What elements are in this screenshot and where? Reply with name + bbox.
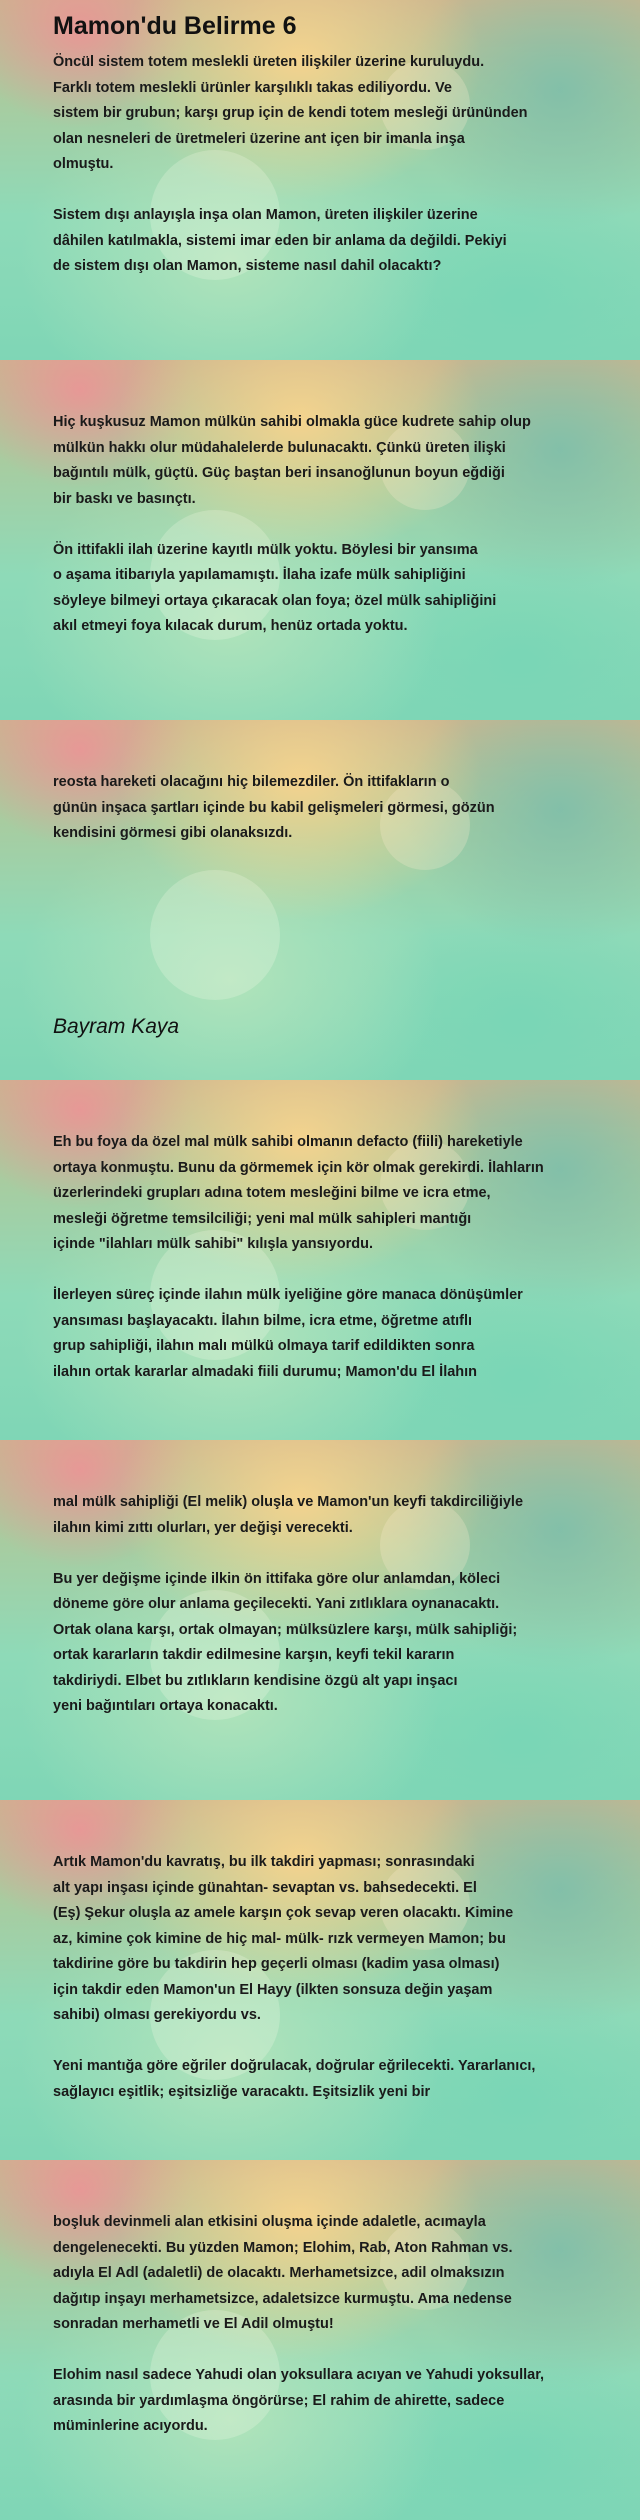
paragraph: Bu yer değişme içinde ilkin ön ittifaka göre olur anlamdan, köleci döneme göre olur anlama geçilecekti. Yani zıtlıklara oynanacaktı. Ortak olana karşı, ortak olmayan; mülksüzlere karşı, mülk sahipliği; ortak kararların takdir edilmesine karşın, keyfi tekil kararın takdiriydi. Elbet bu zıtlıkların kendisine özgü alt yapı inşacı yeni bağıntıları ortaya konacaktı. [53, 1570, 518, 1714]
paragraph: Eh bu foya da özel mal mülk sahibi olmanın defacto (fiili) hareketiyle ortaya konmuştu. Bunu da görmemek için kör olmak gerekirdi. İlahların üzerlerindeki grupları adına totem mesleğini bilme ve icra etme, mesleği öğretme temsilciliği; yeni mal mülk sahipleri mantığı içinde "ilahları mülk sahibi" kılışla yansıyordu. [53, 1134, 544, 1252]
text-panel-4 [0, 1080, 640, 1440]
paragraph: boşluk devinmeli alan etkisini oluşma içinde adaletle, acımayla dengelenecekti. Bu yüzden Mamon; Elohim, Rab, Aton Rahman vs. adıyla El Adl (adaletli) de olacaktı. Merhametsizce, adil olmaksızın dağıtıp inşayı merhametsizce, adaletsizce kurmuştu. Ama nedense sonradan merhametli ve El Adil olmuştu! [53, 2214, 513, 2332]
text-panel-7 [0, 2160, 640, 2520]
paragraph: Artık Mamon'du kavratış, bu ilk takdiri yapması; sonrasındaki alt yapı inşası içinde günahtan- sevaptan vs. bahsedecekti. El (Eş) Şekur oluşla az amele karşın çok sevap veren olacaktı. Kimine az, kimine çok kimine de hiç mal- mülk- rızk vermeyen Mamon; bu takdirine göre bu takdirin hep geçerli olması (kadim yasa olması) için takdir eden Mamon'un El Hayy (ilkten sonsuza değin yaşam sahibi) olması gerekiyordu vs. [53, 1854, 514, 2023]
text-panel-5 [0, 1440, 640, 1800]
paragraph: Yeni mantığa göre eğriler doğrulacak, doğrular eğrilecekti. Yararlanıcı, sağlayıcı eşitlik; eşitsizliğe varacaktı. Eşitsizlik yeni bir [53, 2058, 536, 2100]
paragraph: Elohim nasıl sadece Yahudi olan yoksullara acıyan ve Yahudi yoksullar, arasında bir yardımlaşma öngörürse; El rahim de ahirette, sadece müminlerine acıyordu. [53, 2367, 545, 2434]
poem-title: Mamon'du Belirme 6 [53, 12, 297, 40]
paragraph: İlerleyen süreç içinde ilahın mülk iyeliğine göre manaca dönüşümler yansıması başlayacaktı. İlahın bilme, icra etme, öğretme atıflı grup sahipliği, ilahın malı mülkü olmaya tarif edildikten sonra ilahın ortak kararlar almadaki fiili durumu; Mamon'du El İlahın [53, 1287, 523, 1380]
panel-text [53, 770, 613, 847]
text-panel-6 [0, 1800, 640, 2160]
paragraph: Hiç kuşkusuz Mamon mülkün sahibi olmakla güce kudrete sahip olup mülkün hakkı olur müdahalelerde bulunacaktı. Çünkü üreten ilişki bağıntılı mülk, güçtü. Güç baştan beri insanoğlunun boyun eğdiği bir baskı ve basınçtı. [53, 414, 531, 507]
paragraph: mal mülk sahipliği (El melik) oluşla ve Mamon'un keyfi takdirciliğiyle ilahın kimi zıttı olurları, yer değişi verecekti. [53, 1494, 524, 1536]
paragraph: reosta hareketi olacağını hiç bilemezdiler. Ön ittifakların o günün inşaca şartları içinde bu kabil gelişmeleri görmesi, gözün kendisini görmesi gibi olanaksızdı. [53, 774, 495, 841]
paragraph: Öncül sistem totem meslekli üreten ilişkiler üzerine kuruluydu. Farklı totem meslekli ürünler karşılıklı takas ediliyordu. Ve sistem bir grubun; karşı grup için de kendi totem mesleği ürününden olan nesneleri de üretmeleri üzerine ant içen bir imanla inşa olmuştu. [53, 54, 528, 172]
panel-text [53, 1850, 613, 2105]
paragraph: Ön ittifakli ilah üzerine kayıtlı mülk yoktu. Böylesi bir yansıma o aşama itibarıyla yapılamamıştı. İlaha izafe mülk sahipliğini söyleye bilmeyi ortaya çıkaracak olan foya; özel mülk sahipliğini akıl etmeyi foya kılacak durum, henüz ortada yoktu. [53, 541, 497, 634]
text-panel-2 [0, 360, 640, 720]
panel-text [53, 410, 613, 640]
panel-text [53, 2210, 613, 2440]
text-panel-3 [0, 720, 640, 1080]
author-name: Bayram Kaya [53, 1015, 180, 1038]
panel-text [53, 50, 613, 280]
panel-text [53, 1490, 613, 1720]
paragraph: Sistem dışı anlayışla inşa olan Mamon, üreten ilişkiler üzerine dâhilen katılmakla, sistemi imar eden bir anlama da değildi. Pekiyi de sistem dışı olan Mamon, sisteme nasıl dahil olacaktı? [53, 207, 507, 274]
panel-text [53, 1130, 613, 1385]
text-panel-1 [0, 0, 640, 360]
